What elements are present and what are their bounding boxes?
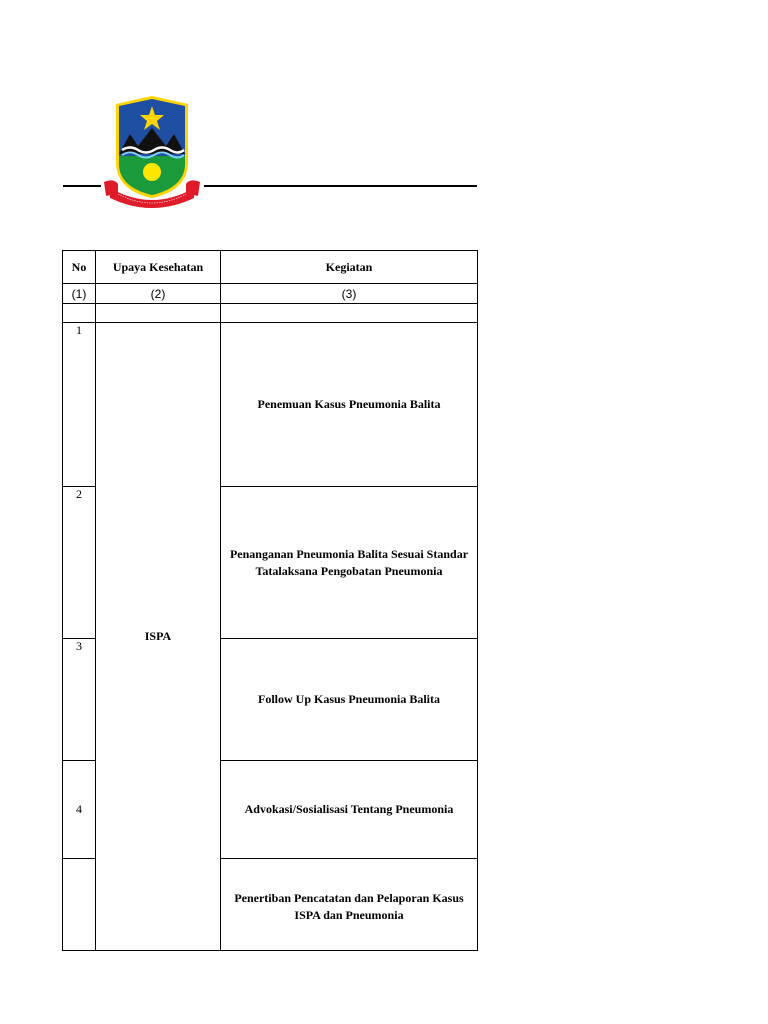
header-upaya-kesehatan: Upaya Kesehatan: [96, 251, 221, 284]
row-number: 2: [63, 487, 96, 639]
upaya-kesehatan-cell: ISPA: [96, 323, 221, 951]
kegiatan-cell: Penanganan Pneumonia Balita Sesuai Standar Tatalaksana Pengobatan Pneumonia: [221, 487, 478, 639]
kegiatan-cell: Penertiban Pencatatan dan Pelaporan Kasus ISPA dan Pneumonia: [221, 859, 478, 951]
header-rule-right: [204, 185, 477, 187]
column-number: (3): [221, 284, 478, 304]
header-kegiatan: Kegiatan: [221, 251, 478, 284]
column-number: (2): [96, 284, 221, 304]
header-rule-left: [63, 185, 101, 187]
column-number: (1): [63, 284, 96, 304]
row-number: 4: [63, 761, 96, 859]
regency-coat-of-arms: [104, 94, 200, 214]
row-number: 1: [63, 323, 96, 487]
activity-table: [62, 250, 478, 951]
column-number-row: [63, 284, 478, 304]
row-number: [63, 859, 96, 951]
kegiatan-cell: Follow Up Kasus Pneumonia Balita: [221, 639, 478, 761]
blank-row: [63, 304, 478, 323]
row-number: 3: [63, 639, 96, 761]
header-no: No: [63, 251, 96, 284]
table-row: [63, 323, 478, 487]
kegiatan-cell: Penemuan Kasus Pneumonia Balita: [221, 323, 478, 487]
table-header-row: [63, 251, 478, 284]
kegiatan-cell: Advokasi/Sosialisasi Tentang Pneumonia: [221, 761, 478, 859]
